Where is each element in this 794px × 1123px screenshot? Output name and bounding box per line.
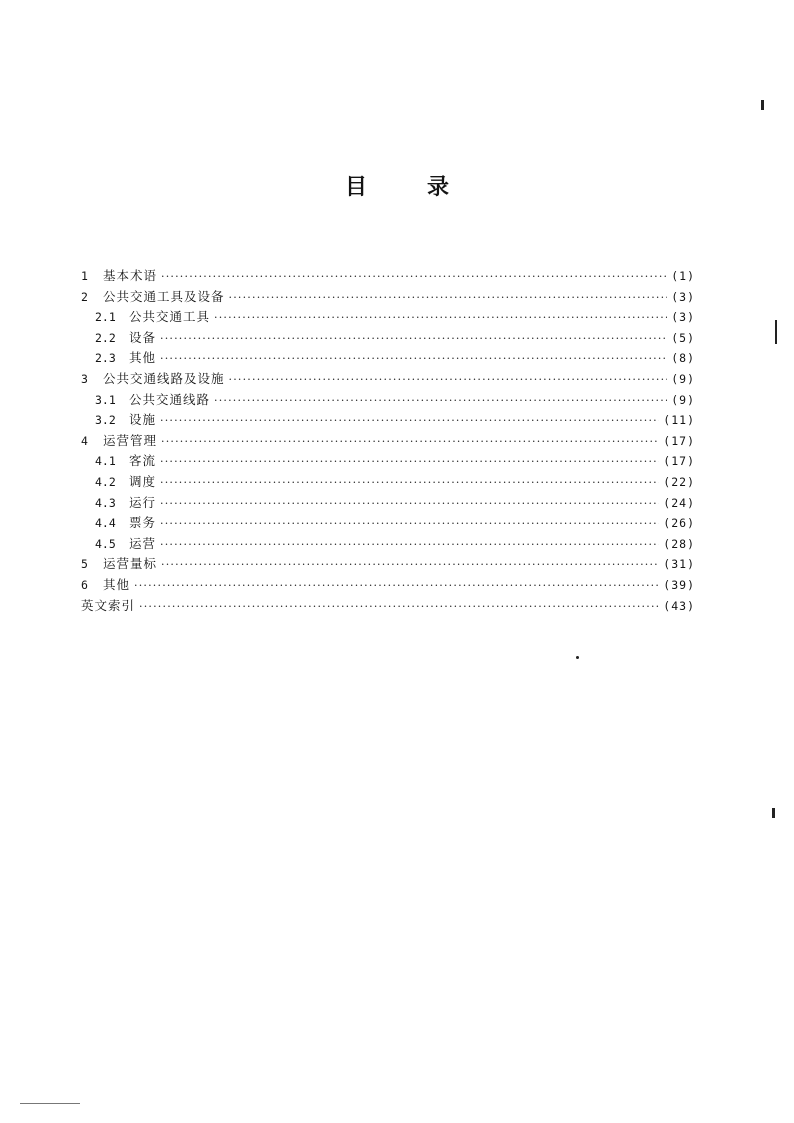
toc-entry-page: (26) — [663, 516, 695, 531]
toc-dot-leader — [160, 414, 659, 427]
toc-entry-label: 设备 — [129, 329, 157, 345]
toc-entry-page: (43) — [663, 598, 695, 613]
toc-entry — [81, 307, 695, 328]
toc-dot-leader — [161, 558, 659, 571]
toc-entry-number: 2.2 — [95, 330, 116, 345]
toc-entry-page: (28) — [663, 536, 695, 551]
toc-entry-number: 4.1 — [95, 454, 116, 469]
toc-entry-label: 运营 — [129, 535, 157, 551]
toc-entry-page: (5) — [671, 330, 695, 345]
toc-entry — [81, 575, 695, 596]
toc-entry — [81, 596, 695, 617]
toc-entry-label: 其他 — [129, 350, 157, 366]
toc-dot-leader — [229, 291, 668, 304]
toc-entry-label: 票务 — [129, 515, 157, 531]
toc-entry-page: (17) — [663, 433, 695, 448]
toc-entry-number: 2.1 — [95, 310, 116, 325]
table-of-contents — [81, 266, 695, 616]
toc-entry-label: 基本术语 — [103, 268, 158, 283]
toc-entry — [81, 513, 695, 534]
toc-entry — [81, 410, 695, 431]
toc-dot-leader — [160, 517, 659, 530]
toc-entry-number: 4 — [81, 433, 88, 448]
toc-entry-label: 公共交通线路 — [129, 391, 211, 407]
toc-entry-number: 4.3 — [95, 495, 116, 510]
toc-entry-label: 运行 — [129, 494, 157, 510]
toc-entry — [81, 451, 695, 472]
toc-entry-number: 4.5 — [95, 536, 116, 551]
toc-entry-number: 3.2 — [95, 413, 116, 428]
toc-entry-label: 客流 — [129, 453, 157, 469]
toc-dot-leader — [214, 311, 667, 324]
toc-entry — [81, 554, 695, 575]
toc-entry — [81, 472, 695, 493]
toc-entry-page: (3) — [671, 310, 695, 325]
toc-entry-number: 2 — [81, 289, 88, 304]
toc-entry-number: 1 — [81, 269, 88, 283]
toc-entry — [81, 431, 695, 452]
toc-entry-number: 4.4 — [95, 516, 116, 531]
toc-entry-page: (3) — [671, 289, 695, 304]
toc-dot-leader — [160, 497, 659, 510]
toc-dot-leader — [161, 435, 659, 448]
toc-entry — [81, 390, 695, 411]
toc-entry-page: (8) — [671, 351, 695, 366]
toc-entry-label: 调度 — [129, 473, 157, 489]
toc-entry-page: (24) — [663, 495, 695, 510]
toc-dot-leader — [160, 538, 659, 551]
page-title: 目录 — [344, 175, 509, 200]
toc-entry-page: (9) — [671, 371, 695, 386]
toc-entry-number: 6 — [81, 577, 88, 592]
toc-entry — [81, 328, 695, 349]
toc-entry-number: 4.2 — [95, 474, 116, 489]
toc-entry-page: (17) — [663, 454, 695, 469]
toc-entry — [81, 369, 695, 390]
toc-dot-leader — [139, 600, 659, 613]
toc-entry-page: (9) — [671, 392, 695, 407]
toc-entry-label: 英文索引 — [81, 597, 136, 613]
scan-mark — [772, 808, 775, 818]
toc-entry — [81, 266, 695, 287]
toc-entry — [81, 493, 695, 514]
toc-entry-label: 公共交通工具 — [129, 309, 211, 325]
toc-entry-page: (31) — [663, 557, 695, 572]
toc-entry-page: (1) — [671, 269, 695, 283]
toc-entry-page: (39) — [663, 577, 695, 592]
scan-mark — [576, 656, 579, 659]
toc-entry-number: 3 — [81, 371, 88, 386]
toc-dot-leader — [160, 455, 659, 468]
toc-entry-label: 公共交通线路及设施 — [103, 370, 225, 386]
toc-entry-number: 5 — [81, 557, 88, 572]
toc-entry-page: (22) — [663, 474, 695, 489]
toc-dot-leader — [229, 373, 668, 386]
toc-entry — [81, 287, 695, 308]
toc-entry-label: 设施 — [129, 412, 157, 428]
toc-dot-leader — [161, 270, 667, 283]
toc-entry-label: 运营管理 — [103, 432, 158, 448]
scan-mark — [775, 320, 777, 344]
toc-entry-label: 运营量标 — [103, 556, 158, 572]
toc-dot-leader — [160, 476, 659, 489]
toc-dot-leader — [160, 332, 667, 345]
toc-entry-page: (11) — [663, 413, 695, 428]
toc-entry-number: 3.1 — [95, 392, 116, 407]
toc-dot-leader — [134, 579, 659, 592]
toc-entry — [81, 534, 695, 555]
toc-dot-leader — [160, 352, 667, 365]
toc-entry-label: 公共交通工具及设备 — [103, 288, 225, 304]
toc-entry-label: 其他 — [103, 576, 131, 592]
toc-entry — [81, 348, 695, 369]
scan-mark — [20, 1103, 80, 1104]
toc-entry-number: 2.3 — [95, 351, 116, 366]
toc-dot-leader — [214, 394, 667, 407]
scan-mark — [761, 100, 764, 110]
